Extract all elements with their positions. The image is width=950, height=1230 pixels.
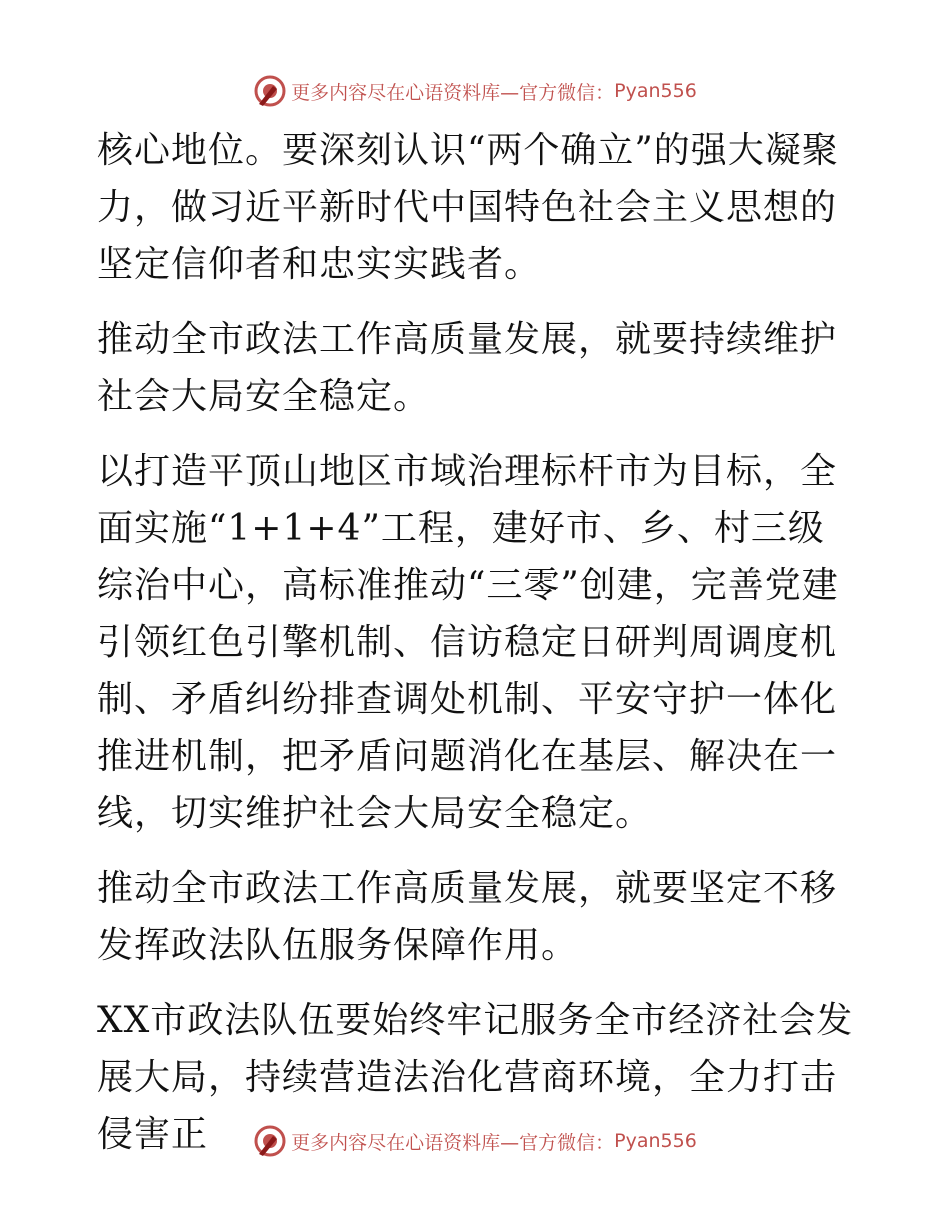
paragraph-1: 核心地位。要深刻认识“两个确立”的强大凝聚力，做习近平新时代中国特色社会主义思想的坚定信仰者和忠实实践者。 <box>97 130 839 285</box>
document-body <box>97 122 857 1181</box>
watermark-handle: Pyan556 <box>614 80 697 102</box>
paragraph-4: 推动全市政法工作高质量发展，就要坚定不移发挥政法队伍服务保障作用。 <box>97 868 838 966</box>
watermark-text: 更多内容尽在心语资料库—官方微信： <box>291 1131 615 1154</box>
paragraph-3: 以打造平顶山地区市域治理标杆市为目标，全面实施“1+1+4”工程，建好市、乡、村三级综治中心，高标准推动“三零”创建，完善党建引领红色引擎机制、信访稳定日研判周调度机制、矛盾纠纷排查调处机制、平安守护一体化推进机制，把矛盾问题消化在基层、解决在一线，切实维护社会大局安全稳定。 <box>97 451 839 834</box>
pen-logo-icon <box>253 1124 287 1158</box>
watermark-text: 更多内容尽在心语资料库—官方微信： <box>291 81 615 104</box>
watermark-handle: Pyan556 <box>614 1130 697 1152</box>
header-watermark <box>0 74 950 108</box>
paragraph-5: XX市政法队伍要始终牢记服务全市经济社会发展大局，持续营造法治化营商环境，全力打击侵害正 <box>97 1000 854 1155</box>
footer-watermark <box>0 1124 950 1158</box>
pen-logo-icon <box>253 74 287 108</box>
paragraph-2: 推动全市政法工作高质量发展，就要持续维护社会大局安全稳定。 <box>97 319 838 417</box>
